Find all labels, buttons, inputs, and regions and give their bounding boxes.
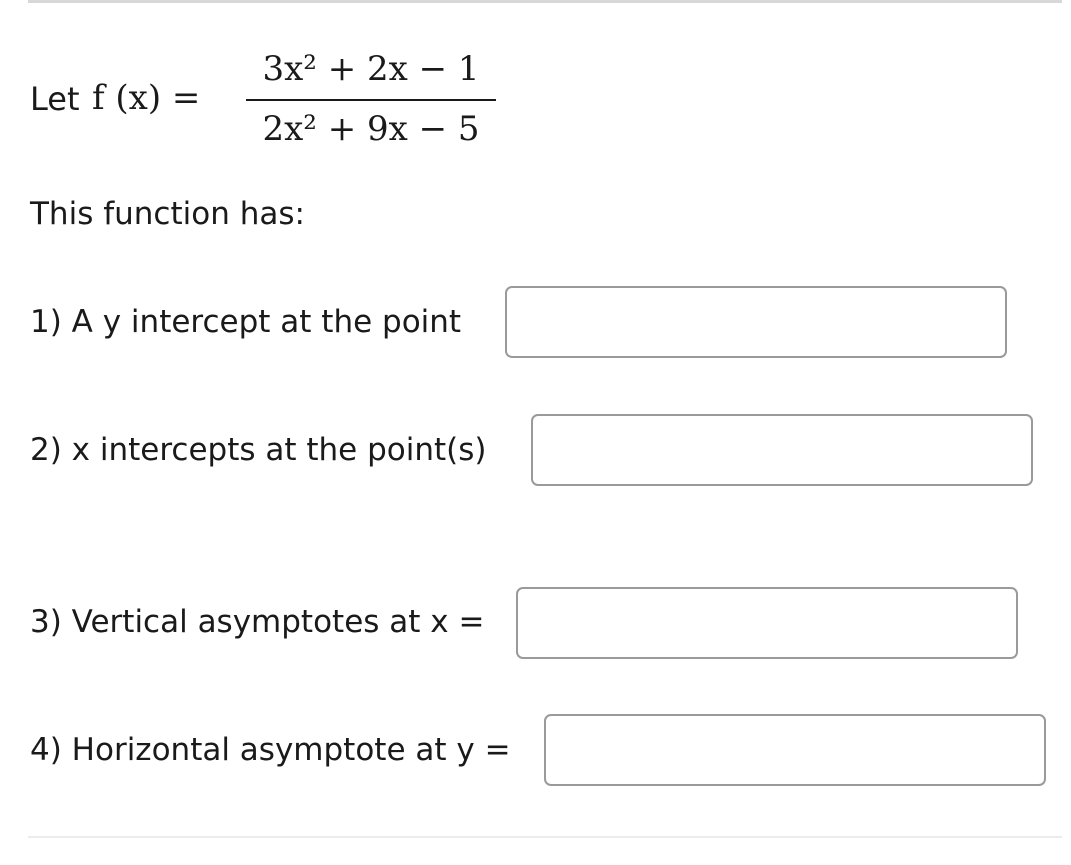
question-x-intercepts-label: 2) x intercepts at the point(s) xyxy=(30,432,487,468)
denominator: 2x² + 9x − 5 xyxy=(262,109,480,149)
fraction-bar xyxy=(246,99,496,101)
x-intercepts-input[interactable] xyxy=(531,414,1033,486)
question-horizontal-asymptote-label: 4) Horizontal asymptote at y = xyxy=(30,732,511,768)
vertical-asymptotes-input[interactable] xyxy=(516,587,1018,659)
y-intercept-input[interactable] xyxy=(505,286,1007,358)
horizontal-asymptote-input[interactable] xyxy=(544,714,1046,786)
function-definition xyxy=(30,45,550,155)
intro-text: This function has: xyxy=(30,196,305,232)
fraction xyxy=(246,45,496,155)
bottom-divider xyxy=(28,836,1062,838)
question-y-intercept-label: 1) A y intercept at the point xyxy=(30,304,462,340)
let-text: Let xyxy=(30,80,80,118)
top-divider xyxy=(28,0,1062,3)
function-lhs: f (x) = xyxy=(92,78,201,118)
question-vertical-asymptotes-label: 3) Vertical asymptotes at x = xyxy=(30,604,485,640)
numerator: 3x² + 2x − 1 xyxy=(262,49,480,89)
